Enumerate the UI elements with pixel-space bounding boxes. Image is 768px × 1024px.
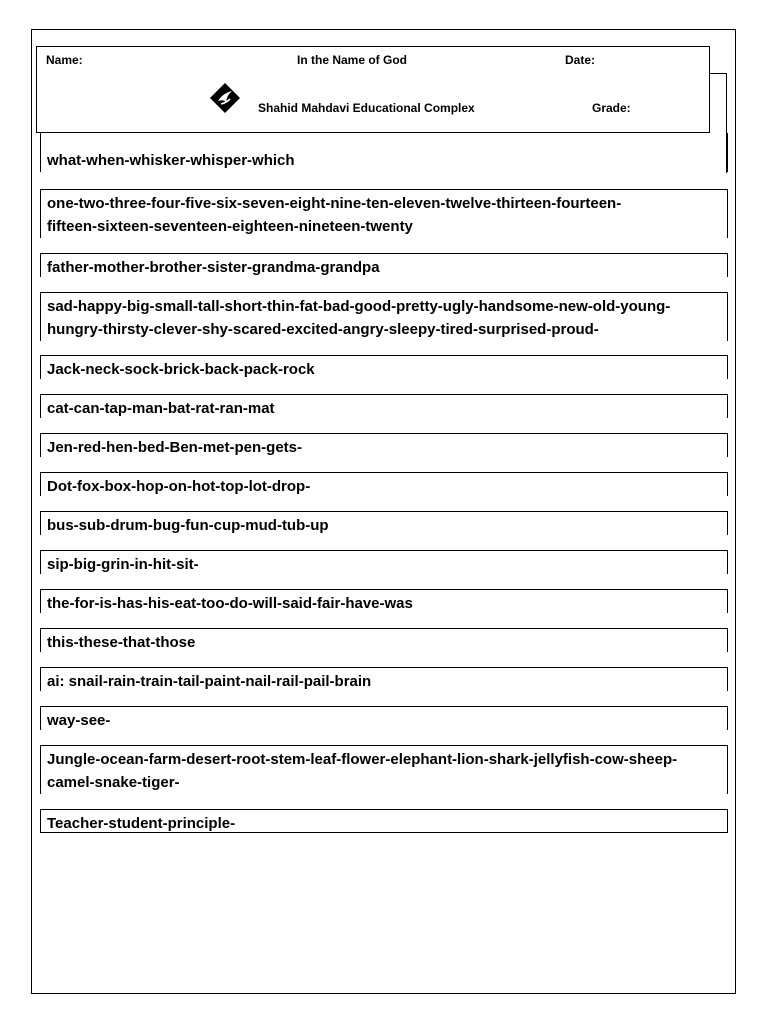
word-list-row [40, 628, 728, 652]
worksheet-header [36, 46, 710, 133]
word-line: Dot-fox-box-hop-on-hot-top-lot-drop- [47, 478, 311, 495]
word-line: Jungle-ocean-farm-desert-root-stem-leaf-flower-elephant-lion-shark-jellyfish-cow-sheep- [47, 751, 678, 768]
word-list-row [40, 189, 728, 238]
word-line: what-when-whisker-whisper-which [47, 152, 295, 169]
header-title: In the Name of God [297, 53, 408, 67]
word-list-row [40, 394, 728, 418]
word-list-row [40, 511, 728, 535]
word-line: father-mother-brother-sister-grandma-grandpa [47, 259, 380, 276]
word-list-row [40, 706, 728, 730]
word-list-row [40, 133, 728, 172]
word-line: sad-happy-big-small-tall-short-thin-fat-bad-good-pretty-ugly-handsome-new-old-young- [47, 298, 671, 315]
word-line: this-these-that-those [47, 634, 196, 651]
word-list-row [40, 355, 728, 379]
word-line: sip-big-grin-in-hit-sit- [47, 556, 199, 573]
word-list-row [40, 550, 728, 574]
word-list-row [40, 433, 728, 457]
name-label: Name: [46, 53, 83, 67]
date-label: Date: [565, 53, 596, 67]
word-line: ai: snail-rain-train-tail-paint-nail-rail-pail-brain [47, 673, 372, 690]
word-list-row [40, 667, 728, 691]
word-list-row [40, 292, 728, 341]
word-line: Jen-red-hen-bed-Ben-met-pen-gets- [47, 439, 303, 456]
word-line: the-for-is-has-his-eat-too-do-will-said-fair-have-was [47, 595, 413, 612]
word-line: camel-snake-tiger- [47, 774, 180, 791]
word-list-row [40, 589, 728, 613]
school-name: Shahid Mahdavi Educational Complex [258, 101, 475, 115]
word-line: Jack-neck-sock-brick-back-pack-rock [47, 361, 315, 378]
word-line: fifteen-sixteen-seventeen-eighteen-nineteen-twenty [47, 218, 413, 235]
word-line: Teacher-student-principle- [47, 815, 236, 832]
word-line: hungry-thirsty-clever-shy-scared-excited-angry-sleepy-tired-surprised-proud- [47, 321, 599, 338]
school-logo-icon [208, 81, 242, 115]
word-list-row [40, 745, 728, 794]
word-list-row [40, 253, 728, 277]
word-line: one-two-three-four-five-six-seven-eight-nine-ten-eleven-twelve-thirteen-fourteen- [47, 195, 622, 212]
word-line: cat-can-tap-man-bat-rat-ran-mat [47, 400, 275, 417]
grade-label: Grade: [592, 101, 631, 115]
word-line: way-see- [47, 712, 111, 729]
word-list-row [40, 809, 728, 833]
word-list-row [40, 472, 728, 496]
word-line: bus-sub-drum-bug-fun-cup-mud-tub-up [47, 517, 329, 534]
